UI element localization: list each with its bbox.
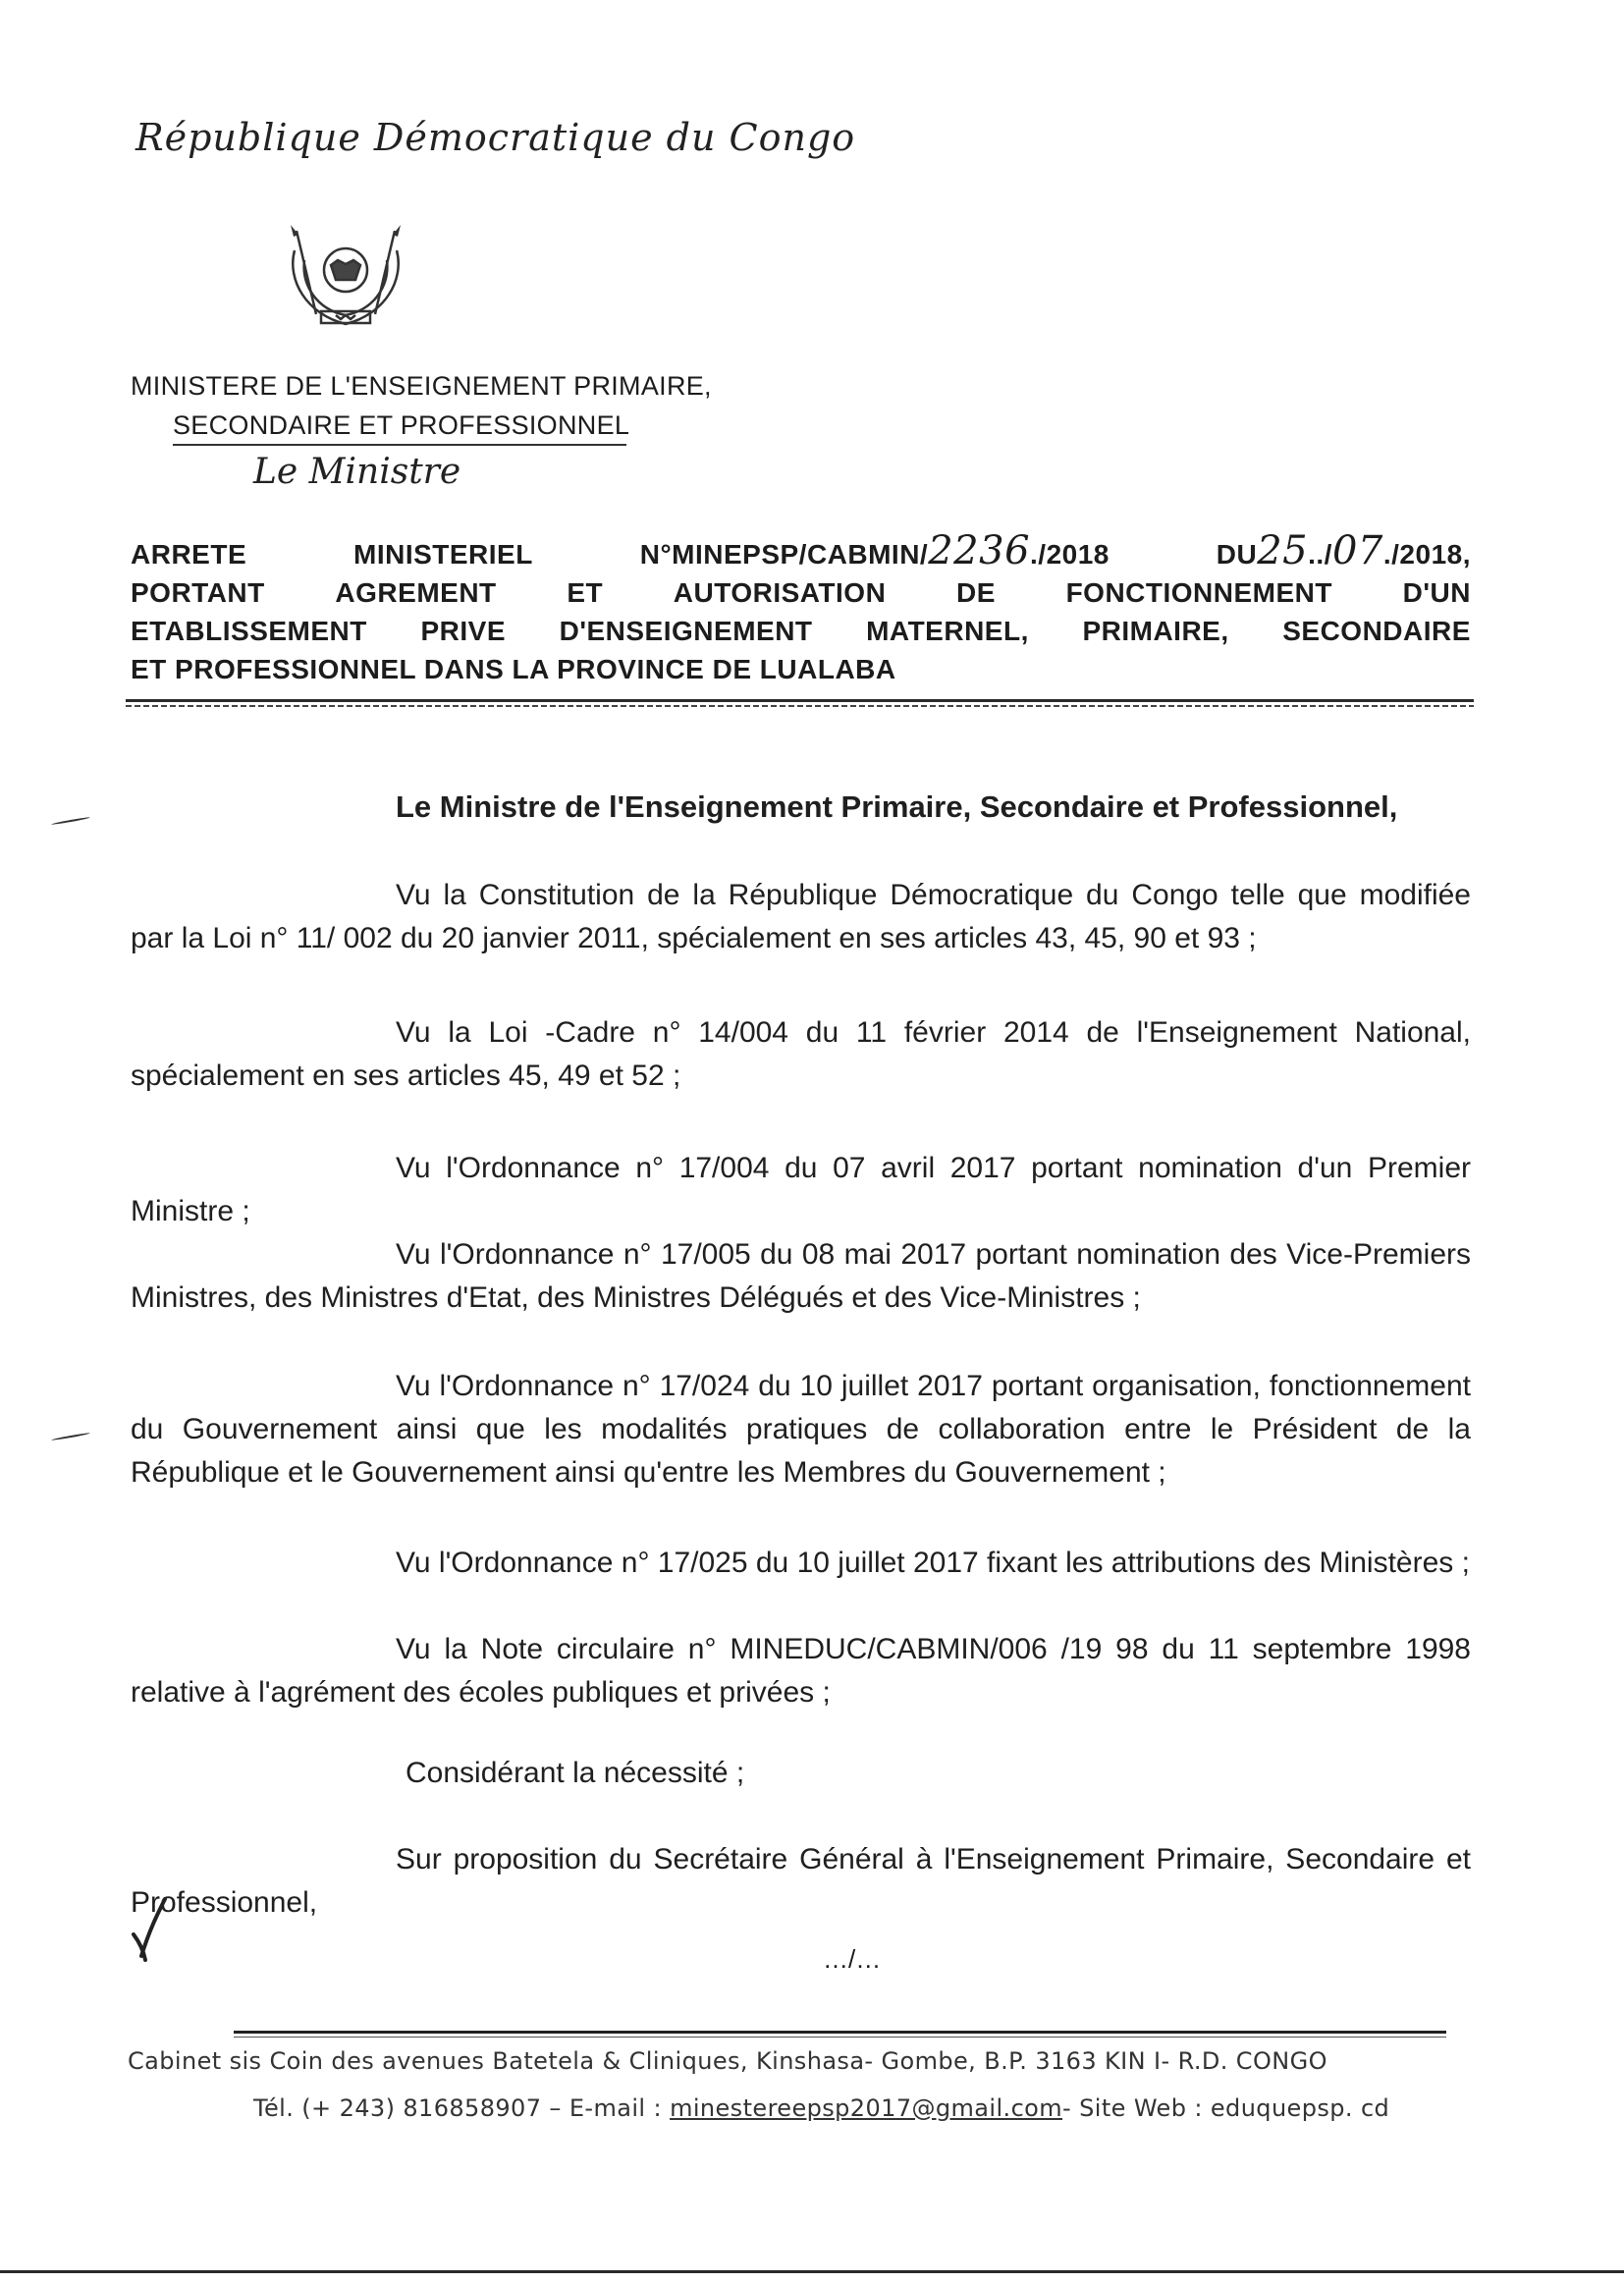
footer-site: - Site Web : eduquepsp. cd xyxy=(1062,2094,1390,2122)
decree-date-sep: ../ xyxy=(1308,539,1332,570)
margin-mark xyxy=(51,1433,90,1441)
decree-word: AGREMENT xyxy=(335,577,497,608)
decree-word: ETABLISSEMENT xyxy=(131,616,367,646)
decree-date-year: ./2018, xyxy=(1382,539,1471,570)
decree-word: FONCTIONNEMENT xyxy=(1065,577,1332,608)
title-rule xyxy=(126,699,1474,702)
decree-title-line1 xyxy=(131,528,1471,573)
paragraph-ordonnance-004: Vu l'Ordonnance n° 17/004 du 07 avril 2017 portant nomination d'un Premier Ministre ; xyxy=(131,1152,1471,1227)
decree-ref-number: 2236 xyxy=(928,528,1031,573)
initial-mark xyxy=(128,1895,171,1964)
footer-contact xyxy=(253,2094,1389,2122)
title-rule-dotted xyxy=(126,705,1474,707)
paragraph-proposition: Sur proposition du Secrétaire Général à l'Enseignement Primaire, Secondaire et Professionnel, xyxy=(131,1843,1471,1919)
decree-line4: ET PROFESSIONNEL DANS LA PROVINCE DE LUALABA xyxy=(131,654,896,684)
decree-word: D'UN xyxy=(1402,577,1471,608)
minister-heading: Le Ministre de l'Enseignement Primaire, Secondaire et Professionnel, xyxy=(396,789,1398,824)
paragraph-considerant: Considérant la nécessité ; xyxy=(406,1757,745,1789)
decree-ref-prefix: N°MINEPSP/CABMIN/ xyxy=(639,539,929,570)
decree-title-line3 xyxy=(131,612,1471,650)
decree-word: ET xyxy=(567,577,604,608)
ministry-name-line1: MINISTERE DE L'ENSEIGNEMENT PRIMAIRE, xyxy=(131,371,712,401)
ministry-underline xyxy=(173,444,626,446)
decree-reference xyxy=(639,528,1110,573)
paragraph-ordonnance-005: Vu l'Ordonnance n° 17/005 du 08 mai 2017 portant nomination des Vice-Premiers Ministres, des Ministres d'Etat, des Ministres Délégués et des Vice-Ministres ; xyxy=(131,1238,1471,1314)
margin-mark xyxy=(51,817,90,826)
decree-word: PRIMAIRE, xyxy=(1082,616,1229,646)
decree-ministeriel: MINISTERIEL xyxy=(353,539,533,570)
footer-email-link[interactable]: minestereepsp2017@gmail.com xyxy=(670,2094,1063,2122)
decree-word: AUTORISATION xyxy=(673,577,887,608)
coat-of-arms-emblem xyxy=(277,221,414,339)
paragraph-ordonnance-024: Vu l'Ordonnance n° 17/024 du 10 juillet 2017 portant organisation, fonctionnement du Gouvernement ainsi que les modalités pratiques de collaboration entre le Président de la République et le Gouvernement ainsi qu'entre les Membres du Gouvernement ; xyxy=(131,1370,1471,1489)
ministry-name-line2: SECONDAIRE ET PROFESSIONNEL xyxy=(173,410,630,440)
page-bottom-rule xyxy=(0,2270,1624,2273)
decree-word: MATERNEL, xyxy=(866,616,1029,646)
republic-heading: République Démocratique du Congo xyxy=(135,116,856,159)
decree-date xyxy=(1216,528,1471,573)
decree-word: PRIVE xyxy=(420,616,507,646)
decree-ref-year: ./2018 xyxy=(1030,539,1110,570)
decree-word: D'ENSEIGNEMENT xyxy=(559,616,813,646)
decree-title-line2 xyxy=(131,573,1471,612)
footer-address: Cabinet sis Coin des avenues Batetela & Cliniques, Kinshasa- Gombe, B.P. 3163 KIN I- R.D. CONGO xyxy=(128,2047,1327,2075)
decree-date-day: 25 xyxy=(1257,528,1309,573)
paragraph-note-circulaire: Vu la Note circulaire n° MINEDUC/CABMIN/006 /19 98 du 11 septembre 1998 relative à l'agrément des écoles publiques et privées ; xyxy=(131,1633,1471,1709)
decree-word: DE xyxy=(955,577,996,608)
decree-title-line4 xyxy=(131,650,1471,688)
decree-arrete: ARRETE xyxy=(131,539,247,570)
decree-du: DU xyxy=(1216,539,1258,570)
paragraph-ordonnance-025: Vu l'Ordonnance n° 17/025 du 10 juillet 2017 fixant les attributions des Ministères ; xyxy=(396,1547,1470,1579)
continuation-mark: …/… xyxy=(823,1944,882,1974)
footer-tel: Tél. (+ 243) 816858907 – E-mail : xyxy=(253,2094,671,2122)
footer-rule xyxy=(234,2031,1446,2034)
footer-rule-thin xyxy=(234,2037,1446,2038)
decree-word: PORTANT xyxy=(131,577,265,608)
decree-title xyxy=(131,528,1471,688)
decree-date-month: 07 xyxy=(1331,528,1383,573)
decree-word: SECONDAIRE xyxy=(1282,616,1471,646)
le-ministre-signature-title: Le Ministre xyxy=(253,452,461,492)
paragraph-loi-cadre: Vu la Loi -Cadre n° 14/004 du 11 février 2014 de l'Enseignement National, spécialement en ses articles 45, 49 et 52 ; xyxy=(131,1016,1471,1092)
paragraph-constitution: Vu la Constitution de la République Démocratique du Congo telle que modifiée par la Loi n° 11/ 002 du 20 janvier 2011, spécialement en ses articles 43, 45, 90 et 93 ; xyxy=(131,879,1471,954)
